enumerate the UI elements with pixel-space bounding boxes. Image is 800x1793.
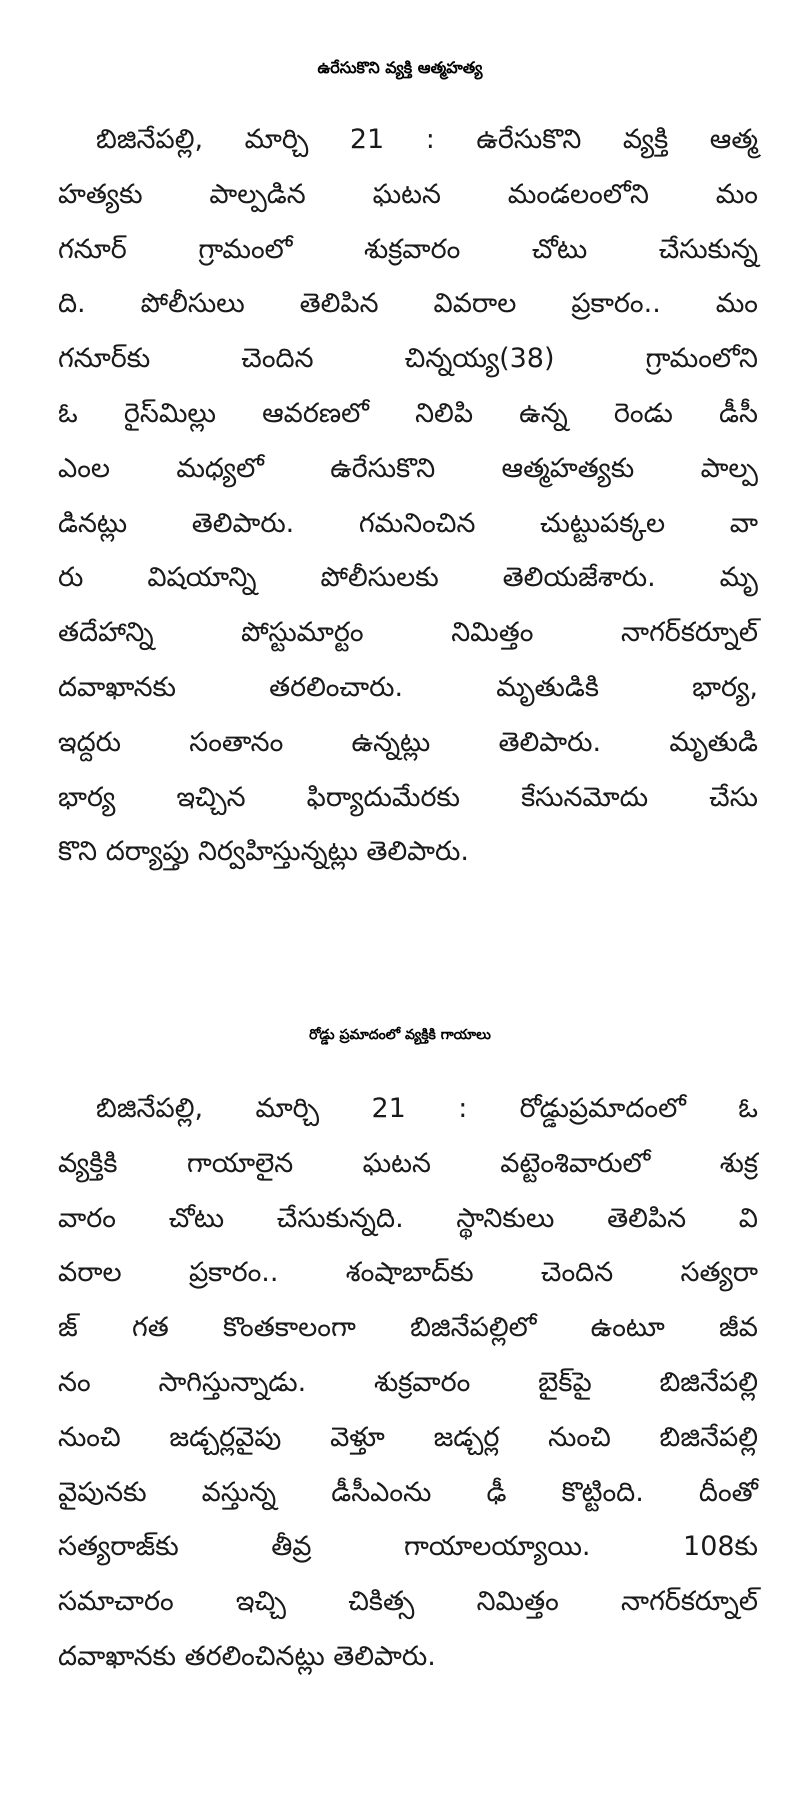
article-1-line: ఓ రైస్‌మిల్లు ఆవరణలో నిలిపి ఉన్న రెండు డీసీ xyxy=(58,397,758,429)
article-1-headline: ఉరేసుకొని వ్యక్తి ఆత్మహత్య xyxy=(317,58,483,77)
article-2-line: దవాఖానకు తరలించినట్లు తెలిపారు. xyxy=(58,1640,436,1672)
article-1-line: తదేహాన్ని పోస్టుమార్టం నిమిత్తం నాగర్‌కర్నూల్ xyxy=(58,617,758,649)
article-1-line: హత్యకు పాల్పడిన ఘటన మండలంలోని మం xyxy=(58,178,758,210)
article-2-line: వైపునకు వస్తున్న డీసీఎంను ఢీ కొట్టింది. దీంతో xyxy=(58,1476,758,1508)
article-2-line: వరాల ప్రకారం.. శంషాబాద్‌కు చెందిన సత్యరా xyxy=(58,1257,758,1289)
article-2-headline: రోడ్డు ప్రమాదంలో వ్యక్తికి గాయాలు xyxy=(309,1027,491,1043)
article-2-line: జ్ గత కొంతకాలంగా బిజినేపల్లిలో ఉంటూ జీవ xyxy=(58,1312,758,1344)
article-1-line: రు విషయాన్ని పోలీసులకు తెలియజేశారు. మృ xyxy=(58,562,758,594)
article-1-line: డినట్లు తెలిపారు. గమనించిన చుట్టుపక్కల వా xyxy=(58,507,758,539)
article-2-line: బిజినేపల్లి, మార్చి 21 : రోడ్డుప్రమాదంలో ఓ xyxy=(96,1093,758,1124)
article-1-line: ది. పోలీసులు తెలిపిన వివరాల ప్రకారం.. మం xyxy=(58,288,758,320)
article-1-line: ఇద్దరు సంతానం ఉన్నట్లు తెలిపారు. మృతుడి xyxy=(58,726,758,758)
article-2-line: నుంచి జడ్చర్లవైపు వెళ్తూ జడ్చర్ల నుంచి బిజినేపల్లి xyxy=(58,1421,758,1453)
article-1-line: గనూర్‌కు చెందిన చిన్నయ్య(38) గ్రామంలోని xyxy=(58,343,758,375)
article-2-line: వారం చోటు చేసుకున్నది. స్థానికులు తెలిపిన వి xyxy=(58,1202,758,1234)
article-1-line: దవాఖానకు తరలించారు. మృతుడికి భార్య, xyxy=(58,671,758,703)
article-1-line: బిజినేపల్లి, మార్చి 21 : ఉరేసుకొని వ్యక్తి ఆత్మ xyxy=(96,124,758,155)
article-2-line: సమాచారం ఇచ్చి చికిత్స నిమిత్తం నాగర్‌కర్నూల్ xyxy=(58,1586,758,1618)
article-1-body xyxy=(58,113,758,880)
article-1-line: భార్య ఇచ్చిన ఫిర్యాదుమేరకు కేసునమోదు చేసు xyxy=(58,781,758,813)
article-2-line: నం సాగిస్తున్నాడు. శుక్రవారం బైక్‌పై బిజినేపల్లి xyxy=(58,1366,758,1398)
article-1-line: కొని దర్యాప్తు నిర్వహిస్తున్నట్లు తెలిపారు. xyxy=(58,836,469,868)
article-2-body xyxy=(58,1082,758,1685)
article-1-line: ఎంల మధ్యలో ఉరేసుకొని ఆత్మహత్యకు పాల్ప xyxy=(58,452,758,484)
article-2-line: సత్యరాజ్‌కు తీవ్ర గాయాలయ్యాయి. 108కు xyxy=(58,1531,758,1563)
article-2-line: వ్యక్తికి గాయాలైన ఘటన వట్టెంశివారులో శుక్ర xyxy=(58,1147,758,1179)
article-1-line: గనూర్ గ్రామంలో శుక్రవారం చోటు చేసుకున్న xyxy=(58,233,758,265)
